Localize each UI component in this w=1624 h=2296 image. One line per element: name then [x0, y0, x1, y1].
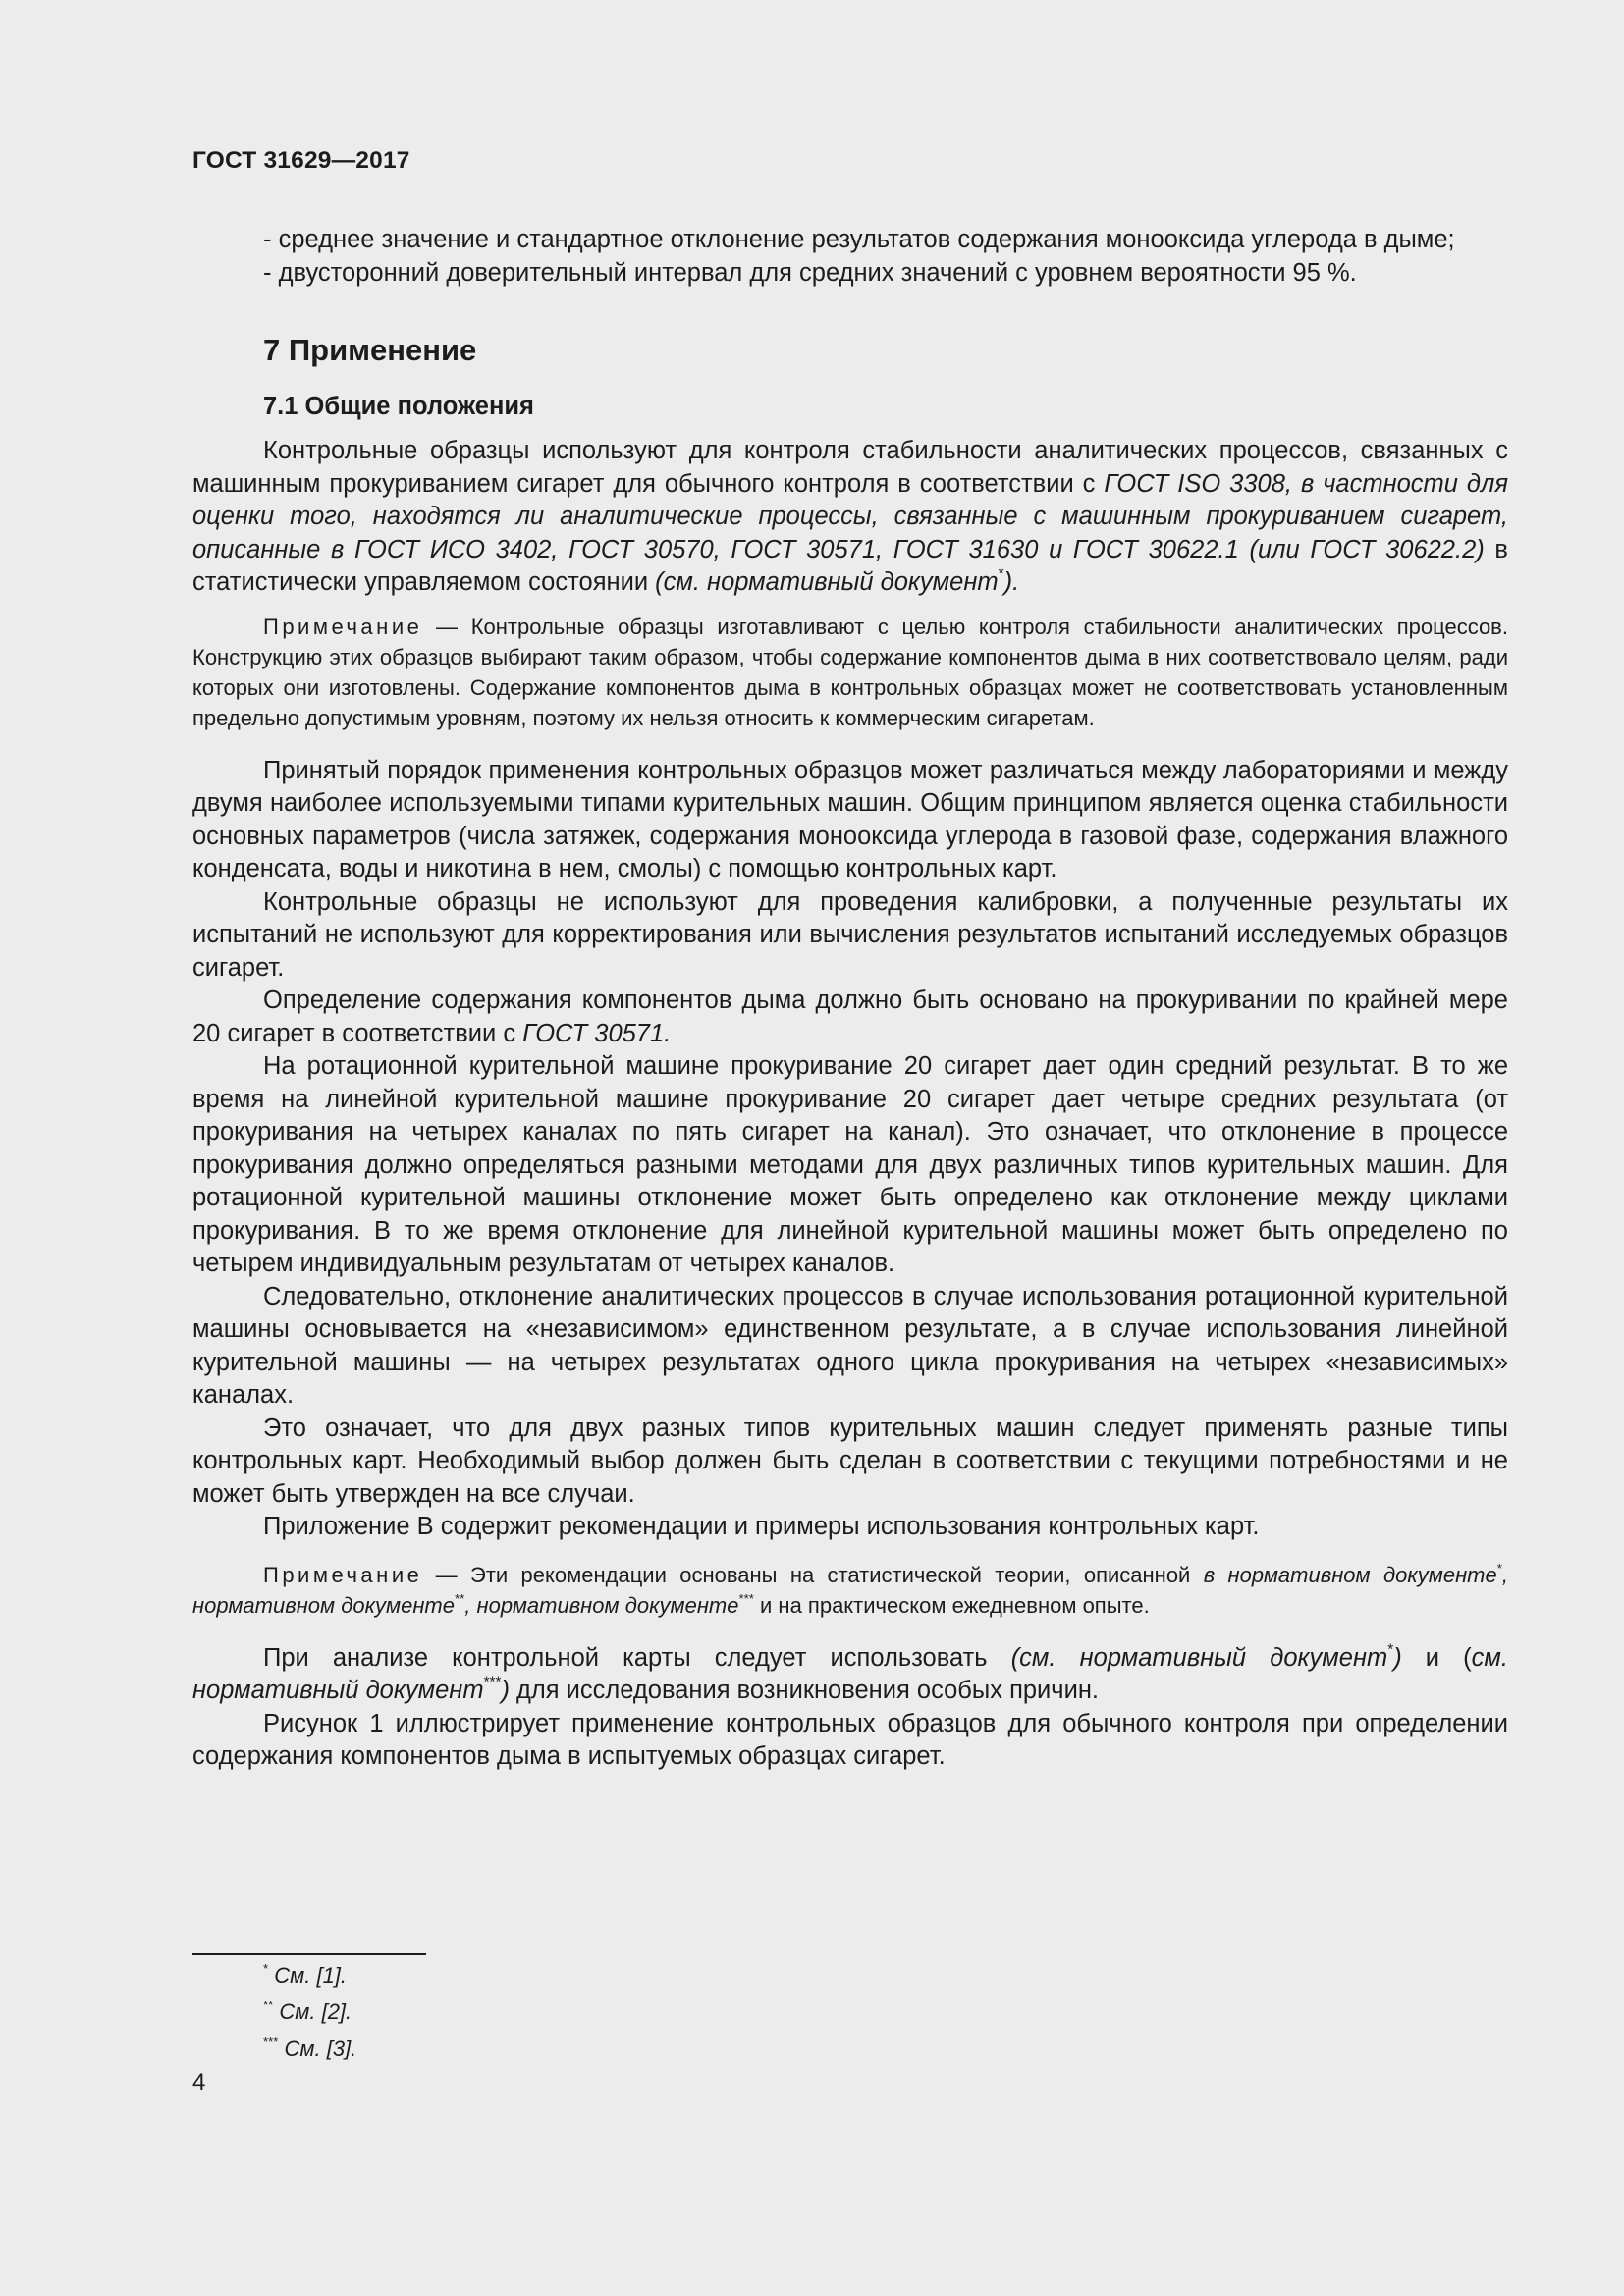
footnote: *** См. [3].	[263, 2034, 357, 2060]
paragraph: Следовательно, отклонение аналитических процессов в случае использования ротационной курительной машины основывается на «независимом» единственном результате, а в случае использования линейной курительной машины — на четырех результатах одного цикла прокуривания на четырех «независимых» каналах.	[192, 1282, 1508, 1409]
note: Примечание — Эти рекомендации основаны на статистической теории, описанной в нормативном документе*, нормативном документе**, нормативном документе*** и на практическом ежедневном опыте.	[192, 1560, 1508, 1618]
page-number: 4	[192, 2069, 206, 2096]
note-label: Примечание	[263, 1562, 423, 1587]
paragraph: Определение содержания компонентов дыма должно быть основано на прокуривании по крайней мере 20 сигарет в соответствии с ГОСТ 30571.	[192, 987, 1508, 1047]
paragraph: На ротационной курительной машине прокуривание 20 сигарет дает один средний результат. В то же время на линейной курительной машине прокуривание 20 сигарет дает четыре средних результата (от прокуривания на четырех каналах по пять сигарет на канал). Это означает, что отклонение в процессе прокуривания должно определяться разными методами для двух различных типов курительных машин. Для ротационной курительной машины отклонение может быть определено как отклонение между циклами прокуривания. В то же время отклонение для линейной курительной машины может быть определено по четырем индивидуальным результатам от четырех каналов.	[192, 1052, 1508, 1277]
section-heading: 7 Применение	[263, 333, 477, 367]
paragraph: Рисунок 1 иллюстрирует применение контрольных образцов для обычного контроля при определении содержания компонентов дыма в испытуемых образцах сигарет.	[192, 1709, 1508, 1770]
page-body	[192, 224, 1508, 1774]
paragraph: При анализе контрольной карты следует использовать (см. нормативный документ*) и (см. нормативный документ***) для исследования возникновения особых причин.	[192, 1641, 1508, 1704]
bullet-item: - двусторонний доверительный интервал для средних значений с уровнем вероятности 95 %.	[263, 258, 1357, 287]
bullet-item: - среднее значение и стандартное отклонение результатов содержания монооксида углерода в дыме;	[263, 226, 1455, 253]
note-label: Примечание	[263, 614, 423, 639]
paragraph: Принятый порядок применения контрольных образцов может различаться между лабораториями и между двумя наиболее используемыми типами курительных машин. Общим принципом является оценка стабильности основных параметров (числа затяжек, содержания монооксида углерода в газовой фазе, содержания влажного конденсата, воды и никотина в нем, смолы) с помощью контрольных карт.	[192, 756, 1508, 882]
note: Примечание — Контрольные образцы изготавливают с целью контроля стабильности аналитических процессов. Конструкцию этих образцов выбирают таким образом, чтобы содержание компонентов дыма в них соответствовало целям, ради которых они изготовлены. Содержание компонентов дыма в контрольных образцах может не соответствовать установленным предельно допустимым уровням, поэтому их нельзя относить к коммерческим сигаретам.	[192, 614, 1508, 730]
footnotes	[263, 1957, 356, 2066]
paragraph: Контрольные образцы не используют для проведения калибровки, а полученные результаты их испытаний не используют для корректирования или вычисления результатов испытаний исследуемых образцов сигарет.	[192, 887, 1508, 982]
footnote: * См. [1].	[263, 1961, 348, 1988]
document-header: ГОСТ 31629—2017	[192, 147, 410, 174]
subsection-heading: 7.1 Общие положения	[263, 393, 534, 420]
footnote-separator	[192, 1953, 426, 1955]
paragraph: Это означает, что для двух разных типов курительных машин следует применять разные типы контрольных карт. Необходимый выбор должен быть сделан в соответствии с текущими потребностями и не может быть утвержден на все случаи.	[192, 1414, 1508, 1508]
paragraph: Контрольные образцы используют для контроля стабильности аналитических процессов, связанных с машинным прокуриванием сигарет для обычного контроля в соответствии с ГОСТ ISO 3308, в частности для оценки того, находятся ли аналитические процессы, связанные с машинным прокуриванием сигарет, описанные в ГОСТ ИСО 3402, ГОСТ 30570, ГОСТ 30571, ГОСТ 31630 и ГОСТ 30622.1 (или ГОСТ 30622.2) в статистически управляемом состоянии (см. нормативный документ*).	[192, 437, 1508, 596]
paragraph: Приложение В содержит рекомендации и примеры использования контрольных карт.	[263, 1513, 1260, 1540]
footnote: ** См. [2].	[263, 1998, 352, 2024]
